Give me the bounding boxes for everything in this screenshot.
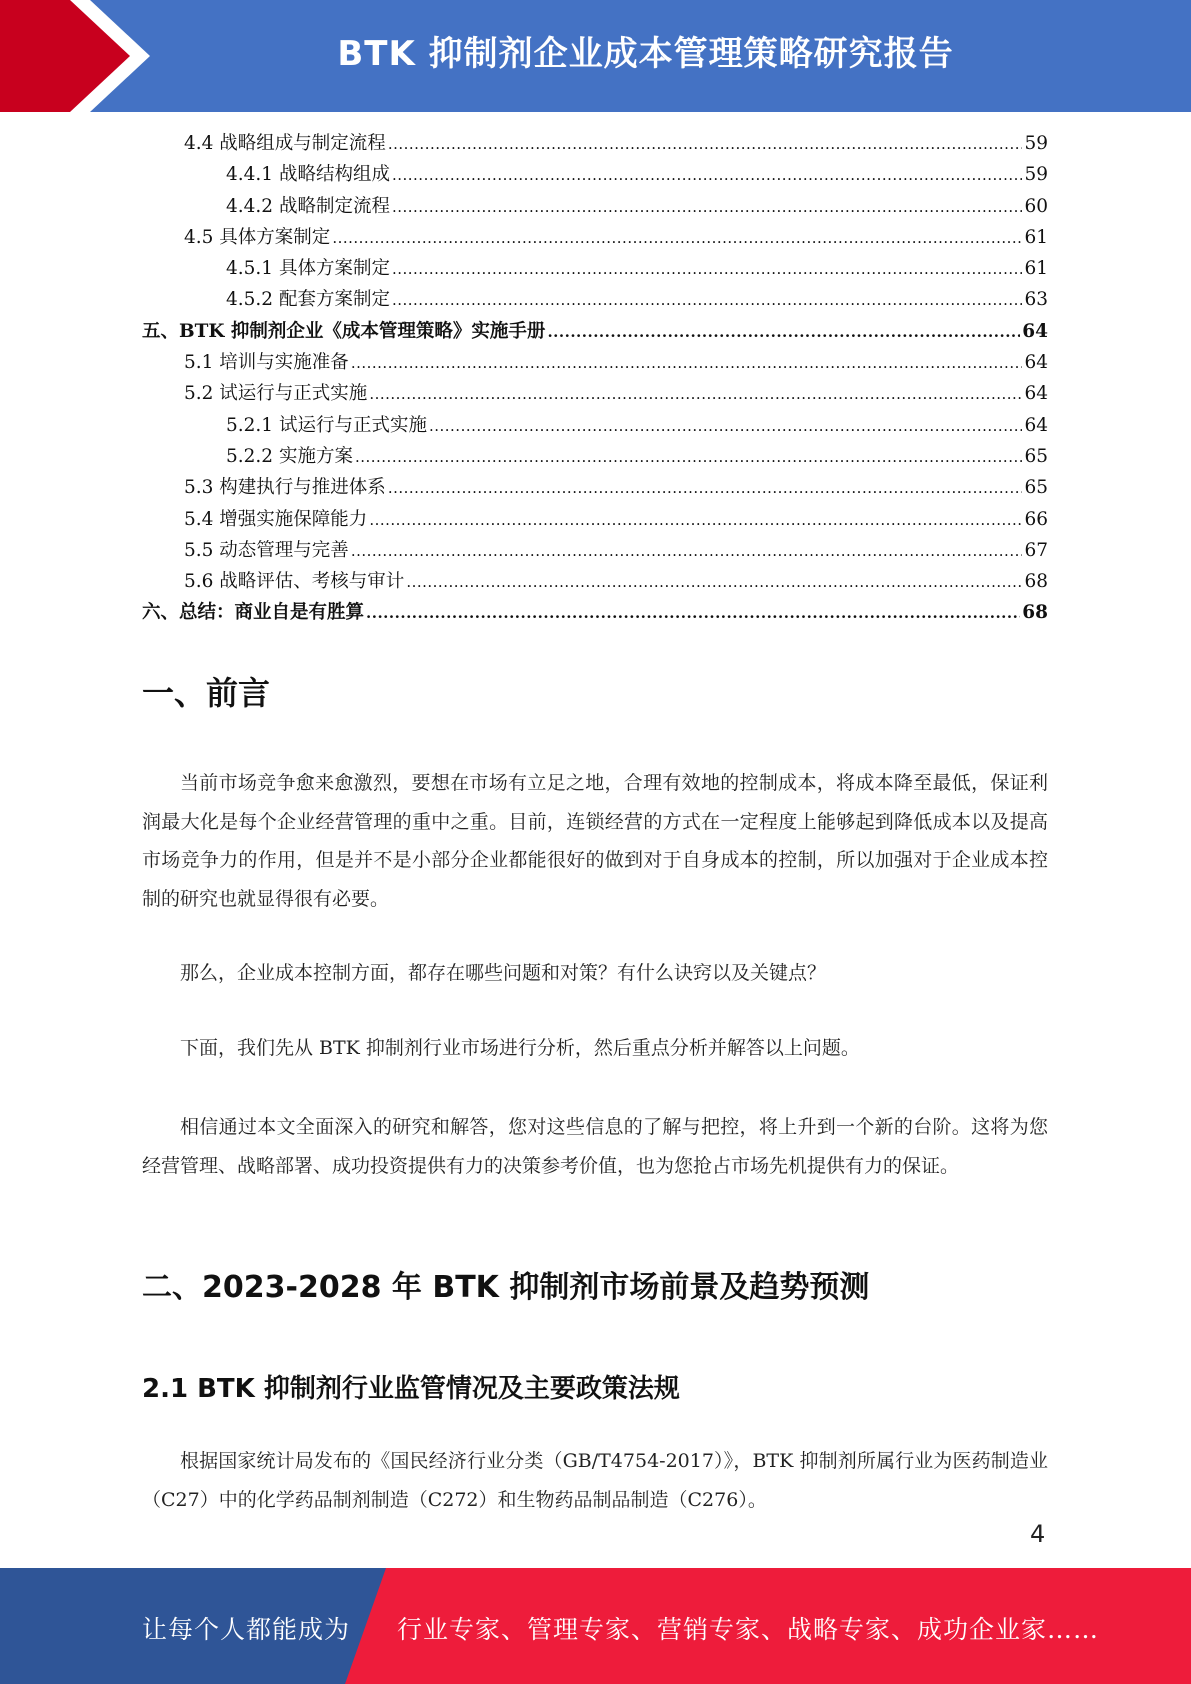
toc-entry-title: 五、BTK 抑制剂企业《成本管理策略》实施手册 <box>142 320 546 342</box>
toc-entry-title: 4.5 具体方案制定 <box>184 226 331 248</box>
toc-dot-leader <box>392 285 1022 316</box>
toc-page-number: 59 <box>1024 164 1048 186</box>
toc-page-number: 66 <box>1024 508 1048 530</box>
toc-dot-leader <box>351 536 1023 567</box>
page-number: 4 <box>1030 1520 1046 1548</box>
paragraph: 相信通过本文全面深入的研究和解答，您对这些信息的了解与把控，将上升到一个新的台阶。这将为您经营管理、战略部署、成功投资提供有力的决策参考价值，也为您抢占市场先机提供有力的保证。 <box>142 1116 1048 1177</box>
toc-entry-title: 5.4 增强实施保障能力 <box>184 508 368 530</box>
footer-slogan-right: 行业专家、管理专家、营销专家、战略专家、成功企业家…… <box>397 1615 1100 1644</box>
toc-entry-title: 4.5.1 具体方案制定 <box>226 258 390 280</box>
paragraph: 根据国家统计局发布的《国民经济行业分类（GB/T4754-2017）》，BTK 抑制剂所属行业为医药制造业（C27）中的化学药品制剂制造（C272）和生物药品制品制造（C276）。 <box>142 1450 1048 1511</box>
paragraph: 下面，我们先从 BTK 抑制剂行业市场进行分析，然后重点分析并解答以上问题。 <box>180 1037 860 1059</box>
toc-entry-title: 5.2.1 试运行与正式实施 <box>226 414 427 436</box>
toc-page-number: 65 <box>1024 477 1048 499</box>
toc-dot-leader <box>392 254 1022 285</box>
toc-dot-leader <box>332 223 1022 254</box>
toc-page-number: 64 <box>1024 414 1048 436</box>
toc-dot-leader <box>369 379 1022 410</box>
section-heading-market: 二、2023-2028 年 BTK 抑制剂市场前景及趋势预测 <box>142 1270 870 1305</box>
toc-dot-leader <box>388 129 1023 160</box>
section-heading-preface: 一、前言 <box>142 674 271 712</box>
toc-entry[interactable] <box>142 597 1048 628</box>
toc-page-number: 65 <box>1024 445 1048 467</box>
toc-page-number: 61 <box>1024 258 1048 280</box>
subsection-heading: 2.1 BTK 抑制剂行业监管情况及主要政策法规 <box>142 1374 680 1404</box>
toc-page-number: 61 <box>1024 226 1048 248</box>
toc-entry[interactable] <box>142 128 1048 159</box>
paragraph: 当前市场竞争愈来愈激烈，要想在市场有立足之地，合理有效地的控制成本，将成本降至最低，保证利润最大化是每个企业经营管理的重中之重。目前，连锁经营的方式在一定程度上能够起到降低成本以及提高市场竞争力的作用，但是并不是小部分企业都能很好的做到对于自身成本的控制，所以加强对于企业成本控制的研究也就显得很有必要。 <box>142 772 1048 910</box>
toc-entry[interactable] <box>142 472 1048 503</box>
page-header <box>0 0 1191 112</box>
toc-dot-leader <box>351 348 1023 379</box>
toc-page-number: 64 <box>1024 352 1048 374</box>
toc-entry[interactable] <box>142 347 1048 378</box>
toc-entry[interactable] <box>142 316 1048 347</box>
toc-entry[interactable] <box>142 410 1048 441</box>
toc-page-number: 63 <box>1024 289 1048 311</box>
toc-dot-leader <box>355 442 1023 473</box>
toc-entry[interactable] <box>142 441 1048 472</box>
toc-dot-leader <box>406 567 1022 598</box>
toc-dot-leader <box>429 411 1022 442</box>
toc-dot-leader <box>392 192 1022 223</box>
toc-dot-leader <box>547 317 1020 348</box>
toc-page-number: 64 <box>1022 320 1048 342</box>
footer-slogan-left: 让每个人都能成为 <box>142 1615 351 1644</box>
page-footer <box>0 1568 1191 1684</box>
toc-entry[interactable] <box>142 222 1048 253</box>
table-of-contents <box>142 128 1048 629</box>
toc-dot-leader <box>392 160 1022 191</box>
toc-entry[interactable] <box>142 378 1048 409</box>
toc-page-number: 64 <box>1024 383 1048 405</box>
toc-dot-leader <box>388 473 1023 504</box>
toc-entry-title: 5.3 构建执行与推进体系 <box>184 477 386 499</box>
toc-entry-title: 4.4.2 战略制定流程 <box>226 195 390 217</box>
toc-entry[interactable] <box>142 253 1048 284</box>
toc-entry-title: 5.2.2 实施方案 <box>226 445 353 467</box>
toc-page-number: 68 <box>1024 571 1048 593</box>
toc-entry[interactable] <box>142 504 1048 535</box>
toc-entry-title: 4.5.2 配套方案制定 <box>226 289 390 311</box>
toc-page-number: 68 <box>1022 602 1048 624</box>
toc-page-number: 59 <box>1024 133 1048 154</box>
paragraph: 那么，企业成本控制方面，都存在哪些问题和对策？有什么诀窍以及关键点？ <box>180 962 827 984</box>
toc-entry[interactable] <box>142 566 1048 597</box>
toc-entry-title: 4.4 战略组成与制定流程 <box>184 133 386 154</box>
toc-entry[interactable] <box>142 159 1048 190</box>
toc-entry-title: 5.2 试运行与正式实施 <box>184 383 368 405</box>
toc-entry-title: 六、总结：商业自是有胜算 <box>142 602 365 624</box>
toc-entry[interactable] <box>142 535 1048 566</box>
report-title: BTK 抑制剂企业成本管理策略研究报告 <box>337 34 954 74</box>
toc-entry[interactable] <box>142 191 1048 222</box>
toc-dot-leader <box>369 505 1022 536</box>
toc-dot-leader <box>366 598 1020 629</box>
toc-entry-title: 5.5 动态管理与完善 <box>184 539 349 561</box>
toc-entry[interactable] <box>142 284 1048 315</box>
toc-page-number: 60 <box>1024 195 1048 217</box>
toc-entry-title: 4.4.1 战略结构组成 <box>226 164 390 186</box>
toc-page-number: 67 <box>1024 539 1048 561</box>
toc-entry-title: 5.6 战略评估、考核与审计 <box>184 571 405 593</box>
toc-entry-title: 5.1 培训与实施准备 <box>184 352 349 374</box>
